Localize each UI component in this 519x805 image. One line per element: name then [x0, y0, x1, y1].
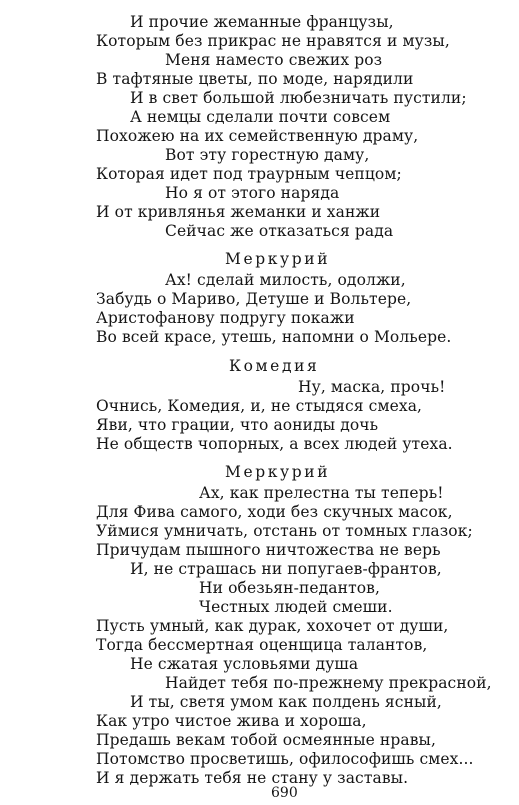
- verse-line: Причудам пышного ничтожества не верь: [96, 541, 441, 559]
- verse-line: Найдет тебя по-прежнему прекрасной,: [165, 674, 492, 692]
- verse-line: Ну, маска, прочь!: [298, 378, 446, 396]
- verse-line: Меня наместо свежих роз: [165, 51, 383, 69]
- verse-line: Во всей красе, утешь, напомни о Мольере.: [96, 328, 452, 346]
- verse-line: И в свет большой любезничать пустили;: [130, 89, 467, 107]
- verse-line: Не сжатая условьями душа: [130, 655, 359, 673]
- speaker-name: Меркурий: [225, 250, 331, 268]
- verse-line: Потомство просветишь, офилософишь смех...: [96, 750, 474, 768]
- verse-line: И я держать тебя не стану у заставы.: [96, 769, 409, 787]
- verse-line: Уймися умничать, отстань от томных глазок;: [96, 522, 473, 540]
- verse-line: И ты, светя умом как полдень ясный,: [130, 693, 442, 711]
- verse-line: Яви, что грации, что аониды дочь: [96, 416, 379, 434]
- verse-line: Предашь векам тобой осмеянные нравы,: [96, 731, 437, 749]
- verse-line: Не обществ чопорных, а всех людей утеха.: [96, 435, 453, 453]
- verse-line: Похожею на их семейственную драму,: [96, 127, 419, 145]
- verse-line: Ах, как прелестна ты теперь!: [199, 484, 444, 502]
- verse-line: Которым без прикрас не нравятся и музы,: [96, 32, 450, 50]
- verse-line: Забудь о Мариво, Детуше и Вольтере,: [96, 290, 412, 308]
- verse-line: Честных людей смеши.: [199, 598, 393, 616]
- verse-line: Пусть умный, как дурак, хохочет от души,: [96, 617, 449, 635]
- verse-line: Вот эту горестную даму,: [165, 146, 370, 164]
- verse-line: И, не страшась ни попугаев-франтов,: [130, 560, 442, 578]
- verse-line: В тафтяные цветы, по моде, нарядили: [96, 70, 414, 88]
- verse-line: Тогда бессмертная оценщица талантов,: [96, 636, 428, 654]
- verse-line: А немцы сделали почти совсем: [130, 108, 391, 126]
- verse-line: Но я от этого наряда: [165, 184, 340, 202]
- verse-line: Аристофанову подругу покажи: [96, 309, 355, 327]
- speaker-name: Комедия: [229, 357, 320, 375]
- verse-line: Сейчас же отказаться рада: [165, 222, 394, 240]
- verse-line: Которая идет под траурным чепцом;: [96, 165, 402, 183]
- verse-line: И прочие жеманные французы,: [130, 13, 394, 31]
- page-number: 690: [271, 785, 298, 801]
- verse-line: Ах! сделай милость, одолжи,: [165, 271, 406, 289]
- verse-line: Для Фива самого, ходи без скучных масок,: [96, 503, 453, 521]
- verse-line: Ни обезьян-педантов,: [199, 579, 381, 597]
- verse-line: Очнись, Комедия, и, не стыдяся смеха,: [96, 397, 423, 415]
- verse-line: Как утро чистое жива и хороша,: [96, 712, 367, 730]
- speaker-name: Меркурий: [225, 463, 331, 481]
- verse-line: И от кривлянья жеманки и ханжи: [96, 203, 381, 221]
